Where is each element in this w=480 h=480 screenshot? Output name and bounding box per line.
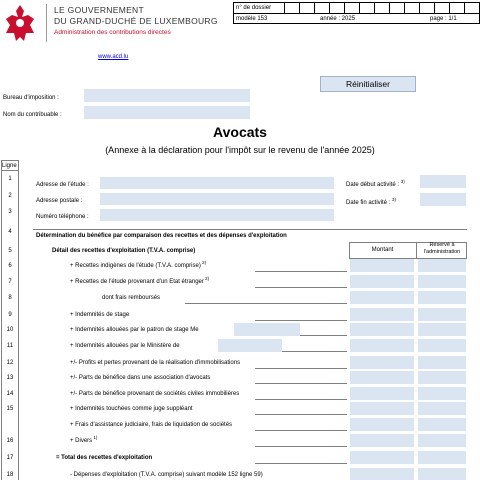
dossier-cell-divider <box>344 2 345 13</box>
montant-input[interactable] <box>350 451 414 464</box>
dossier-cell-divider <box>434 2 435 13</box>
date-fin-label: Date fin activité : $^{3)}$ <box>346 197 397 206</box>
montant-input[interactable] <box>350 356 414 369</box>
row-label: + Frais d'assistance judiciaire, frais de liquidation de sociétés <box>70 422 233 428</box>
montant-input[interactable] <box>350 387 414 400</box>
reserve-input[interactable] <box>418 308 466 321</box>
annee-label: année : 2025 <box>320 16 356 22</box>
adresse-postale-input[interactable] <box>100 193 334 205</box>
date-debut-input[interactable] <box>420 175 466 188</box>
line-number: 4 <box>8 229 12 235</box>
dossier-cell-divider <box>419 2 420 13</box>
dossier-cell-divider <box>449 2 450 13</box>
reserve-input[interactable] <box>418 339 466 352</box>
dossier-cell-divider <box>389 2 390 13</box>
row-label: +/- Parts de bénéfice provenant de sociétés civiles immobilières <box>70 391 240 397</box>
line-number: 8 <box>8 295 12 301</box>
reserve-header: Réservé à l'administration <box>423 242 461 255</box>
montant-input[interactable] <box>350 275 414 288</box>
row-label: - Dépenses d'exploitation (T.V.A. comprise) suivant modèle 152 ligne 59) <box>70 472 263 478</box>
montant-input[interactable] <box>350 468 414 480</box>
reset-button[interactable]: Réinitialiser <box>320 76 416 92</box>
row-underline <box>255 430 347 431</box>
line-number: 14 <box>6 391 14 397</box>
line-number: 11 <box>6 343 14 349</box>
montant-input[interactable] <box>350 402 414 415</box>
row-label: = Total des recettes d'exploitation <box>56 455 153 461</box>
dossier-cell-divider <box>404 2 405 13</box>
line-number: 6 <box>8 263 12 269</box>
ligne-header-divider <box>1 170 19 171</box>
gov-line1: LE GOUVERNEMENT <box>54 5 144 15</box>
bureau-label: Bureau d'imposition : <box>3 95 59 101</box>
modele-label: modèle 153 <box>236 16 268 22</box>
row-underline <box>255 287 347 288</box>
dossier-label: n° de dossier <box>236 5 272 11</box>
page-subtitle: (Annexe à la déclaration pour l'impôt sur le revenu de l'année 2025) <box>105 145 375 155</box>
row-label: + Indemnités touchées comme juge suppléant <box>70 406 193 412</box>
row-label: + Recettes de l'étude provenant d'un Etat étranger $^{2)}$ <box>70 276 210 285</box>
row-label: + Indemnités de stage <box>70 312 130 318</box>
row-label: + Indemnités allouées par le patron de stage Me <box>70 327 199 333</box>
reserve-input[interactable] <box>418 468 466 480</box>
date-fin-input[interactable] <box>420 193 466 206</box>
adresse-etude-input[interactable] <box>100 177 334 189</box>
row-underline <box>255 368 347 369</box>
reserve-input[interactable] <box>418 275 466 288</box>
reserve-input[interactable] <box>418 259 466 272</box>
website-link[interactable]: www.acd.lu <box>98 54 129 60</box>
date-debut-label: Date début activité : $^{3)}$ <box>346 179 405 188</box>
line-number: 1 <box>8 176 12 182</box>
page-title: Avocats <box>213 124 267 140</box>
row-underline <box>255 446 347 447</box>
contribuable-input[interactable] <box>84 106 250 119</box>
reserve-input[interactable] <box>418 434 466 447</box>
montant-input[interactable] <box>350 339 414 352</box>
inline-name-input[interactable] <box>218 339 282 352</box>
montant-input[interactable] <box>350 259 414 272</box>
dossier-cell-divider <box>314 2 315 13</box>
montant-header: Montant <box>371 247 394 253</box>
dossier-cell-divider <box>329 2 330 13</box>
reserve-input[interactable] <box>418 291 466 304</box>
montant-input[interactable] <box>350 323 414 336</box>
line-number: 18 <box>6 472 14 478</box>
reserve-input[interactable] <box>418 402 466 415</box>
dossier-cell-divider <box>299 2 300 13</box>
row-label: + Recettes indigènes de l'étude (T.V.A. comprise) $^{2)}$ <box>70 260 207 269</box>
row-label: + Divers $^{1)}$ <box>70 435 98 444</box>
adresse-etude-label: Adresse de l'étude : <box>36 182 89 188</box>
row-underline <box>255 383 347 384</box>
adresse-postale-label: Adresse postale : <box>36 198 83 204</box>
montant-input[interactable] <box>350 418 414 431</box>
line-number: 7 <box>8 279 12 285</box>
reserve-input[interactable] <box>418 418 466 431</box>
bureau-input[interactable] <box>84 89 250 102</box>
coat-of-arms-icon <box>2 3 38 45</box>
line-number: 16 <box>6 438 14 444</box>
line-number: 3 <box>8 209 12 215</box>
row-underline <box>255 463 347 464</box>
gov-line2: DU GRAND-DUCHÉ DE LUXEMBOURG <box>54 16 218 26</box>
row-label: + Indemnités allouées par le Ministère de <box>70 343 180 349</box>
row-label: +/- Parts de bénéfice dans une association d'avocats <box>70 375 211 381</box>
montant-input[interactable] <box>350 291 414 304</box>
inline-name-input[interactable] <box>234 323 300 336</box>
frais-rembourses-underline <box>185 303 277 304</box>
row-label: dont frais remboursés <box>102 295 161 301</box>
admin-name: Administration des contributions directes <box>54 29 171 36</box>
contribuable-label: Nom du contribuable : <box>3 112 62 118</box>
line-number: 13 <box>6 375 14 381</box>
dossier-cell-divider <box>284 2 285 13</box>
telephone-input[interactable] <box>100 209 334 221</box>
line-number: 2 <box>8 193 12 199</box>
line-number: 10 <box>6 327 14 333</box>
line-number: 17 <box>6 455 14 461</box>
row-underline <box>255 399 347 400</box>
dossier-cell-divider <box>464 2 465 13</box>
telephone-label: Numéro téléphone : <box>36 214 89 220</box>
dossier-box-divider <box>233 13 480 14</box>
reserve-input[interactable] <box>418 356 466 369</box>
section-rule <box>33 229 467 230</box>
row-label: +/- Profits et pertes provenant de la réalisation d'immobilisations <box>70 360 241 366</box>
montant-input[interactable] <box>350 434 414 447</box>
dossier-cell-divider <box>359 2 360 13</box>
row-underline <box>255 271 347 272</box>
row-underline <box>255 320 347 321</box>
dossier-cell-divider <box>374 2 375 13</box>
reserve-input[interactable] <box>418 387 466 400</box>
row-label: Détail des recettes d'exploitation (T.V.A. comprise) <box>52 248 196 254</box>
header-divider <box>46 4 47 42</box>
line-number: 12 <box>6 360 14 366</box>
montant-input[interactable] <box>350 371 414 384</box>
line-number: 9 <box>8 312 12 318</box>
montant-input[interactable] <box>350 308 414 321</box>
reserve-input[interactable] <box>418 323 466 336</box>
reserve-input[interactable] <box>418 451 466 464</box>
section-heading: Détermination du bénéfice par comparaison des recettes et des dépenses d'exploitation <box>36 233 287 239</box>
row-underline <box>255 414 347 415</box>
line-number: 15 <box>6 406 14 412</box>
reserve-input[interactable] <box>418 371 466 384</box>
page-label: page : 1/1 <box>430 16 457 22</box>
ligne-header: Ligne <box>2 163 17 169</box>
line-number: 5 <box>8 248 12 254</box>
